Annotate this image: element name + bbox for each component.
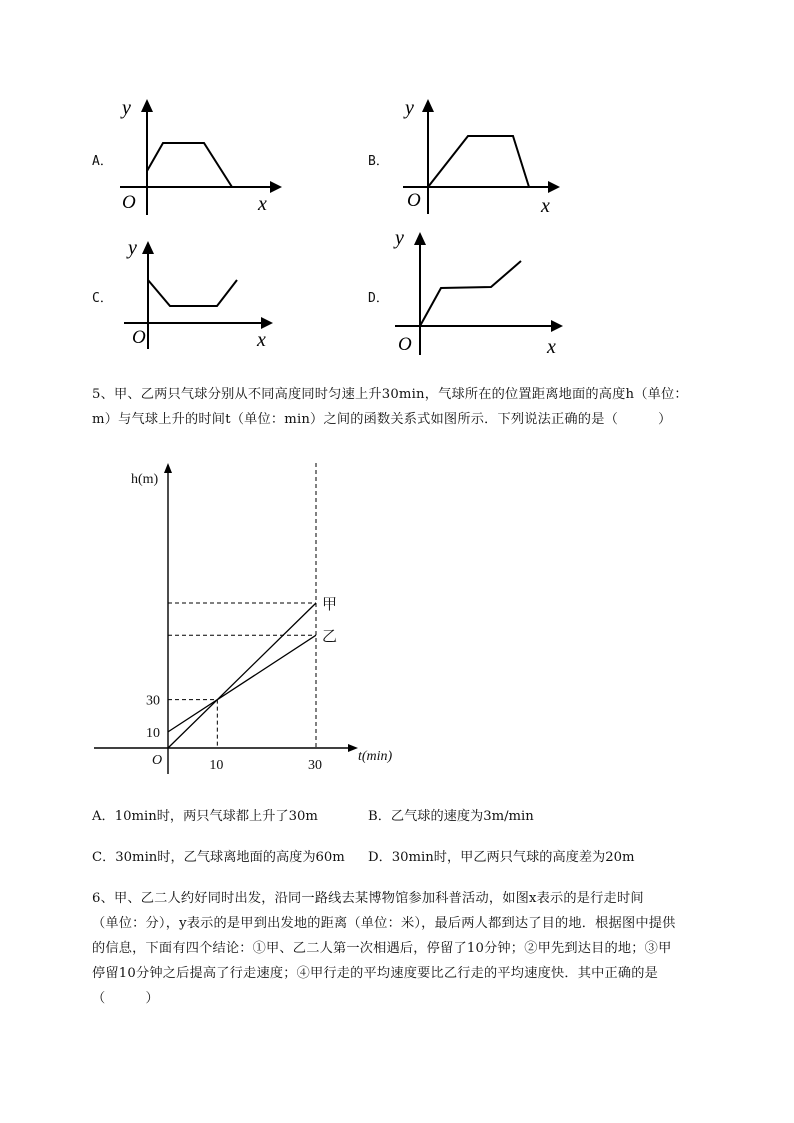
balloon-height-chart bbox=[90, 455, 410, 775]
option-b-label: B． bbox=[368, 154, 389, 169]
option-c-label: C． bbox=[92, 291, 113, 306]
question-6-line-1: 6、甲、乙二人约好同时出发，沿同一路线去某博物馆参加科普活动，如图x表示的是行走时间 bbox=[92, 891, 644, 906]
option-d-y: y bbox=[395, 227, 404, 249]
question-5-text bbox=[92, 382, 782, 432]
option-d-x: x bbox=[547, 336, 556, 355]
series-label-1: 甲 bbox=[322, 597, 338, 613]
y-tick-label-2: 30 bbox=[146, 693, 160, 709]
option-a-line bbox=[147, 143, 232, 187]
question-6-text bbox=[92, 886, 782, 1011]
option-d-line bbox=[420, 261, 521, 326]
option-a-y: y bbox=[122, 97, 131, 119]
question-5-option-a: A．10min时，两只气球都上升了30m bbox=[92, 809, 318, 824]
option-d-graph bbox=[390, 225, 575, 355]
series-line-1 bbox=[168, 603, 316, 748]
option-b-x: x bbox=[541, 195, 550, 217]
option-b-o: O bbox=[407, 190, 421, 211]
option-a-x: x bbox=[258, 193, 267, 215]
question-5-option-d: D．30min时，甲乙两只气球的高度差为20m bbox=[368, 850, 635, 865]
y-axis-arrow bbox=[164, 463, 172, 473]
x-tick-label-1: 10 bbox=[209, 758, 224, 773]
origin-label: O bbox=[152, 753, 163, 768]
option-d-o: O bbox=[398, 334, 412, 355]
option-c-x: x bbox=[257, 329, 266, 351]
x-tick-label-2: 30 bbox=[308, 758, 322, 773]
option-a-label: A． bbox=[92, 154, 113, 169]
y-axis-title: h(m) bbox=[131, 472, 159, 487]
y-tick-label-1: 10 bbox=[146, 725, 160, 741]
option-a-o: O bbox=[122, 192, 136, 213]
question-5-line-1: 5、甲、乙两只气球分别从不同高度同时匀速上升30min，气球所在的位置距离地面的高度h（单位： bbox=[92, 387, 688, 402]
question-6-line-4: 停留10分钟之后提高了行走速度；④甲行走的平均速度要比乙行走的平均速度快．其中正确的是 bbox=[92, 966, 659, 981]
option-a-graph bbox=[110, 90, 290, 220]
option-b-graph bbox=[395, 90, 575, 220]
series-label-2: 乙 bbox=[322, 629, 338, 646]
option-d-label: D． bbox=[368, 291, 389, 306]
x-axis-arrow bbox=[348, 744, 358, 752]
option-c-y: y bbox=[128, 237, 137, 259]
option-c-graph bbox=[110, 232, 290, 352]
question-5-option-c: C．30min时，乙气球离地面的高度为60m bbox=[92, 850, 345, 865]
option-b-line bbox=[428, 136, 529, 187]
question-6-line-5: （ ） bbox=[92, 991, 159, 1006]
question-5-option-b: B．乙气球的速度为3m/min bbox=[368, 809, 534, 824]
option-b-y: y bbox=[405, 97, 414, 119]
series-line-2 bbox=[168, 635, 316, 732]
question-6-line-2: （单位：分），y表示的是甲到出发地的距离（单位：米），最后两人都到达了目的地．根据图中提供 bbox=[92, 916, 676, 931]
option-c-o: O bbox=[132, 327, 146, 348]
question-5-line-2: m）与气球上升的时间t（单位：min）之间的函数关系式如图所示．下列说法正确的是（ ） bbox=[92, 412, 672, 427]
question-6-line-3: 的信息，下面有四个结论：①甲、乙二人第一次相遇后，停留了10分钟；②甲先到达目的地；③甲 bbox=[92, 941, 672, 956]
x-axis-title: t(min) bbox=[358, 749, 393, 764]
option-c-line bbox=[148, 280, 237, 306]
